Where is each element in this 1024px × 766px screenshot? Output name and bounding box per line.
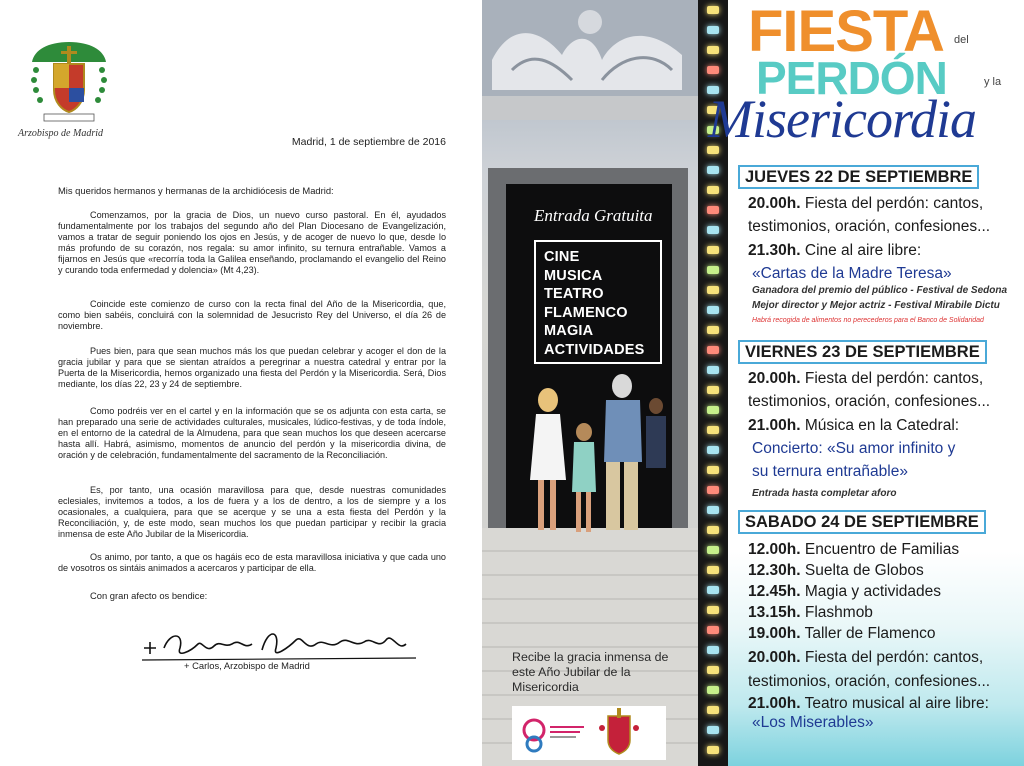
film-perforation [707, 46, 719, 54]
award-note: Mejor director y Mejor actriz - Festival Mirabile Dictu [752, 300, 1000, 311]
letter-paragraph: Como podréis ver en el cartel y en la información que se os adjunta con esta carta, se han preparado una serie de actividades culturales, musicales, lúdico-festivas, y de toda índole, en el entorno de la catedral de la Almudena, para que sean muchos los que deseen acercarse hasta allí. Habrá, asimismo, momentos de anuncio del perdón y la misericordia divina, de oración y de celebración, fundamentalmente del sacramento de la Reconciliación. [58, 406, 446, 460]
film-perforation [707, 566, 719, 574]
event-row: 21.00h. Música en la Catedral: [748, 417, 960, 434]
film-perforation [707, 706, 719, 714]
free-entry-label: Entrada Gratuita [534, 206, 653, 225]
film-title: «Cartas de la Madre Teresa» [752, 265, 952, 282]
capacity-note: Entrada hasta completar aforo [752, 488, 897, 499]
film-perforation [707, 686, 719, 694]
film-perforation [707, 646, 719, 654]
event-row-cont: testimonios, oración, confesiones... [748, 218, 991, 235]
activity-item: FLAMENCO [544, 304, 628, 321]
film-perforation [707, 346, 719, 354]
letter-paragraph: Es, por tanto, una ocasión maravillosa para que, desde nuestras comunidades eclesiales, invitemos a todos, a los de fuera y a los de dentro, a los de siempre y a los ocasionales, a cualquiera, para que se acerque y se una a esta fiesta del Perdón y la Reconciliación, y, de este modo, sean muchos los que puedan participar y recibir la gracia inmensa de este Año Jubilar de la Misericordia. [58, 485, 446, 539]
activity-item: TEATRO [544, 286, 604, 302]
film-perforation [707, 606, 719, 614]
event-row-cont: testimonios, oración, confesiones... [748, 673, 991, 690]
film-perforation [707, 586, 719, 594]
family-walking-figures [518, 370, 668, 540]
activity-item: MUSICA [544, 267, 603, 284]
film-perforation [707, 6, 719, 14]
signer-name: + Carlos, Arzobispo de Madrid [184, 660, 310, 671]
event-row: 12.00h. Encuentro de Familias [748, 541, 960, 558]
event-row: 19.00h. Taller de Flamenco [748, 625, 936, 642]
concert-title: su ternura entrañable» [752, 463, 908, 480]
food-drive-note: Habrá recogida de alimentos no perecederos para el Banco de Solidaridad [752, 317, 984, 324]
title-y-la: y la [984, 76, 1002, 88]
play-title: «Los Miserables» [752, 714, 874, 731]
film-perforation [707, 526, 719, 534]
film-perforation [707, 746, 719, 754]
film-perforation [707, 326, 719, 334]
event-row-cont: testimonios, oración, confesiones... [748, 393, 991, 410]
angel-sculpture-relief [482, 0, 698, 120]
event-row: 12.45h. Magia y actividades [748, 583, 941, 600]
film-perforation [707, 266, 719, 274]
film-perforation [707, 206, 719, 214]
film-perforation [707, 726, 719, 734]
crest-caption: Arzobispo de Madrid [18, 128, 103, 139]
organizer-logos [512, 706, 666, 760]
film-perforation [707, 386, 719, 394]
film-perforation [707, 226, 719, 234]
concert-title: Concierto: «Su amor infinito y [752, 440, 956, 457]
day-heading-thursday: JUEVES 22 DE SEPTIEMBRE [738, 165, 979, 189]
film-perforation [707, 66, 719, 74]
event-row: 21.30h. Cine al aire libre: [748, 242, 922, 259]
film-perforation [707, 426, 719, 434]
activity-item: ACTIVIDADES [544, 341, 645, 358]
event-row: 20.00h. Fiesta del perdón: cantos, [748, 370, 984, 387]
award-note: Ganadora del premio del público - Festival de Sedona [752, 285, 1008, 296]
film-perforation [707, 506, 719, 514]
letter-paragraph: Os animo, por tanto, a que os hagáis eco de esta maravillosa iniciativa y que cada uno de vosotros os sintáis animados a acercaros y participar de ella. [58, 552, 446, 573]
film-perforation [707, 306, 719, 314]
title-perdon: PERDÓN [756, 52, 947, 104]
event-row: 13.15h. Flashmob [748, 604, 873, 621]
film-perforation [707, 366, 719, 374]
letter-paragraph: Pues bien, para que sean muchos más los que puedan celebrar y acoger el don de la gracia jubilar y para que se sientan atraídos a peregrinar a nuestra catedral y entrar por la Puerta de la Misericordia, hemos organizado una fiesta del Perdón y la Misericordia. Será, Dios mediante, los días 22, 23 y 24 de septiembre. [58, 346, 446, 389]
film-perforation [707, 26, 719, 34]
film-perforation [707, 446, 719, 454]
letter-date: Madrid, 1 de septiembre de 2016 [291, 136, 446, 148]
letter-paragraph: Comenzamos, por la gracia de Dios, un nuevo curso pastoral. En él, ayudados fundamentalmente por los trabajos del segundo año del Plan Diocesano de Evangelización, vamos a tratar de seguir poniendo los ojos en Jesús, y de acoger de nuevo lo que, desde lo más profundo de su corazón, nos regala: su amor infinito, su ternura entrañable. Vamos a fijarnos en Jesús que «recorría toda la Galilea enseñando, proclamando el evangelio del Reino y curando toda enfermedad y dolencia» (Mt 4,23). [58, 210, 446, 275]
film-perforation [707, 186, 719, 194]
title-fiesta: FIESTA [748, 0, 944, 64]
film-perforation [707, 486, 719, 494]
festival-program [698, 0, 1024, 766]
film-perforation [707, 246, 719, 254]
archbishop-letter [0, 0, 482, 766]
event-row: 20.00h. Fiesta del perdón: cantos, [748, 649, 984, 666]
film-perforation [707, 166, 719, 174]
film-perforation [707, 406, 719, 414]
day-heading-friday: VIERNES 23 DE SEPTIEMBRE [738, 340, 987, 364]
jubilee-tagline: Recibe la gracia inmensa de este Año Jubilar de la Misericordia [512, 650, 669, 694]
film-perforation [707, 626, 719, 634]
event-row: 12.30h. Suelta de Globos [748, 562, 924, 579]
event-row: 20.00h. Fiesta del perdón: cantos, [748, 195, 984, 212]
activity-item: MAGIA [544, 323, 594, 339]
letter-greeting: Mis queridos hermanos y hermanas de la archidiócesis de Madrid: [58, 185, 334, 196]
title-misericordia: Misericordia [708, 89, 976, 149]
day-heading-saturday: SABADO 24 DE SEPTIEMBRE [738, 510, 986, 534]
film-perforation [707, 546, 719, 554]
event-row: 21.00h. Teatro musical al aire libre: [748, 695, 989, 712]
cathedral-photo-poster [482, 0, 698, 766]
title-del: del [954, 34, 969, 46]
film-perforation [707, 466, 719, 474]
activity-item: CINE [544, 249, 580, 265]
letter-paragraph: Coincide este comienzo de curso con la recta final del Año de la Misericordia, que, como bien sabéis, concluirá con la solemnidad de Jesucristo Rey del Universo, el día 26 de noviembre. [58, 299, 446, 331]
activities-list [534, 240, 662, 364]
film-perforation [707, 666, 719, 674]
archbishop-crest-icon [28, 40, 110, 126]
letter-closing: Con gran afecto os bendice: [90, 590, 208, 601]
film-perforation [707, 286, 719, 294]
